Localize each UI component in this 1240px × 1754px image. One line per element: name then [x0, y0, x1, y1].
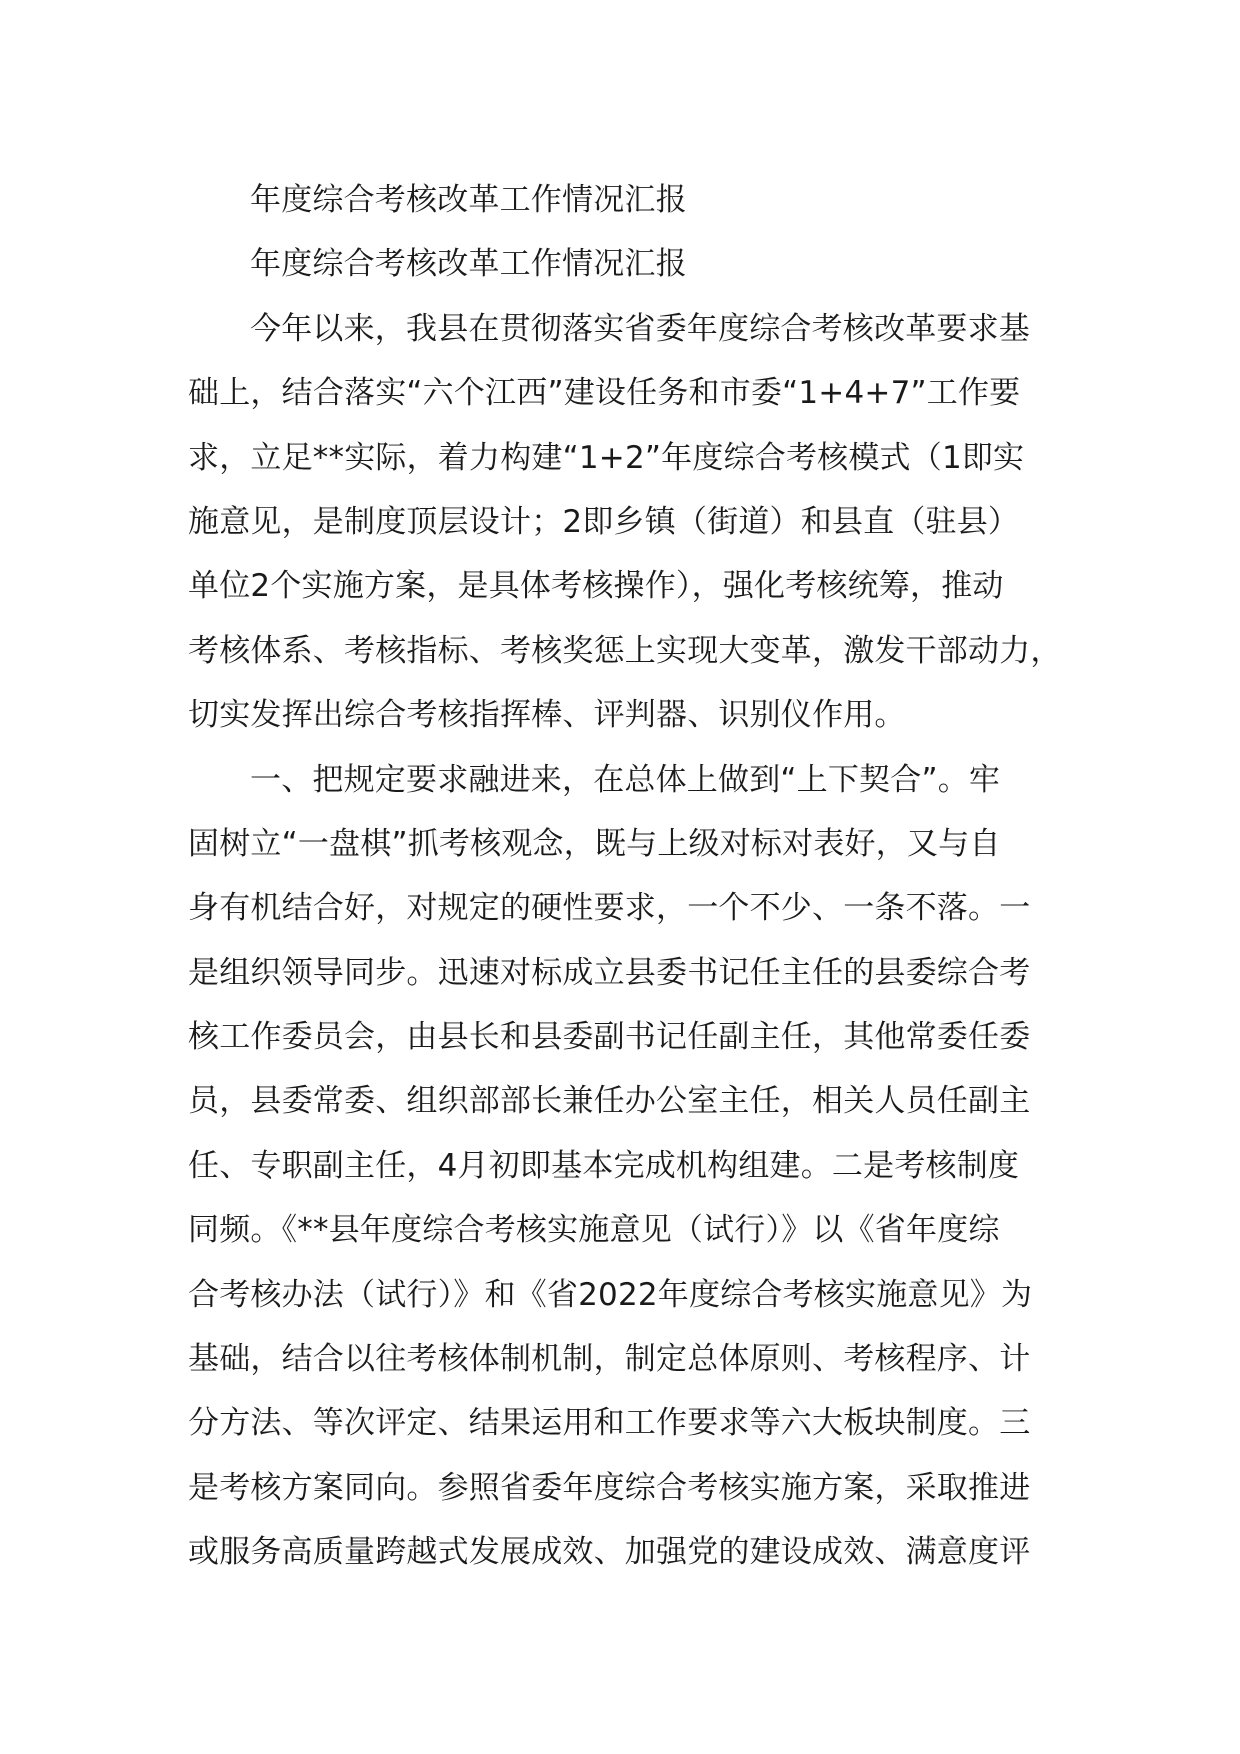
- paragraph-1-line: 施意见，是制度顶层设计；2即乡镇（街道）和县直（驻县）: [188, 503, 1020, 540]
- document-subtitle: 年度综合考核改革工作情况汇报: [250, 246, 687, 283]
- paragraph-2-line: 任、专职副主任，4月初即基本完成机构组建。二是考核制度: [188, 1147, 1020, 1184]
- paragraph-1-line: 求，立足**实际，着力构建“1+2”年度综合考核模式（1即实: [188, 439, 1025, 476]
- paragraph-1-line: 础上，结合落实“六个江西”建设任务和市委“1+4+7”工作要: [188, 375, 1021, 412]
- paragraph-2-line: 是考核方案同向。参照省委年度综合考核实施方案，采取推进: [188, 1469, 1031, 1506]
- paragraph-2-line: 分方法、等次评定、结果运用和工作要求等六大板块制度。三: [188, 1405, 1031, 1442]
- paragraph-2-line: 同频。《**县年度综合考核实施意见（试行）》以《省年度综: [188, 1212, 1000, 1249]
- paragraph-1-line: 今年以来，我县在贯彻落实省委年度综合考核改革要求基: [250, 310, 1030, 347]
- paragraph-2-line: 基础，结合以往考核体制机制，制定总体原则、考核程序、计: [188, 1341, 1031, 1378]
- paragraph-2-line: 员，县委常委、组织部部长兼任办公室主任，相关人员任副主: [188, 1083, 1031, 1120]
- paragraph-1-line: 切实发挥出综合考核指挥棒、评判器、识别仪作用。: [188, 697, 906, 734]
- paragraph-2-line: 或服务高质量跨越式发展成效、加强党的建设成效、满意度评: [188, 1534, 1031, 1571]
- paragraph-2-line: 是组织领导同步。迅速对标成立县委书记任主任的县委综合考: [188, 954, 1031, 991]
- paragraph-2-line: 核工作委员会，由县长和县委副书记任副主任，其他常委任委: [188, 1019, 1031, 1056]
- paragraph-1-line: 单位2个实施方案，是具体考核操作），强化考核统筹，推动: [188, 568, 1004, 605]
- paragraph-1-line: 考核体系、考核指标、考核奖惩上实现大变革，激发干部动力，: [188, 632, 1062, 669]
- document-body: [188, 168, 1062, 1585]
- paragraph-2-line: 合考核办法（试行）》和《省2022年度综合考核实施意见》为: [188, 1276, 1033, 1313]
- paragraph-2-line: 身有机结合好，对规定的硬性要求，一个不少、一条不落。一: [188, 890, 1031, 927]
- paragraph-2-line: 一、把规定要求融进来，在总体上做到“上下契合”。牢: [250, 761, 1001, 798]
- paragraph-2-line: 固树立“一盘棋”抓考核观念，既与上级对标对表好，又与自: [188, 825, 1001, 862]
- document-title: 年度综合考核改革工作情况汇报: [250, 182, 687, 218]
